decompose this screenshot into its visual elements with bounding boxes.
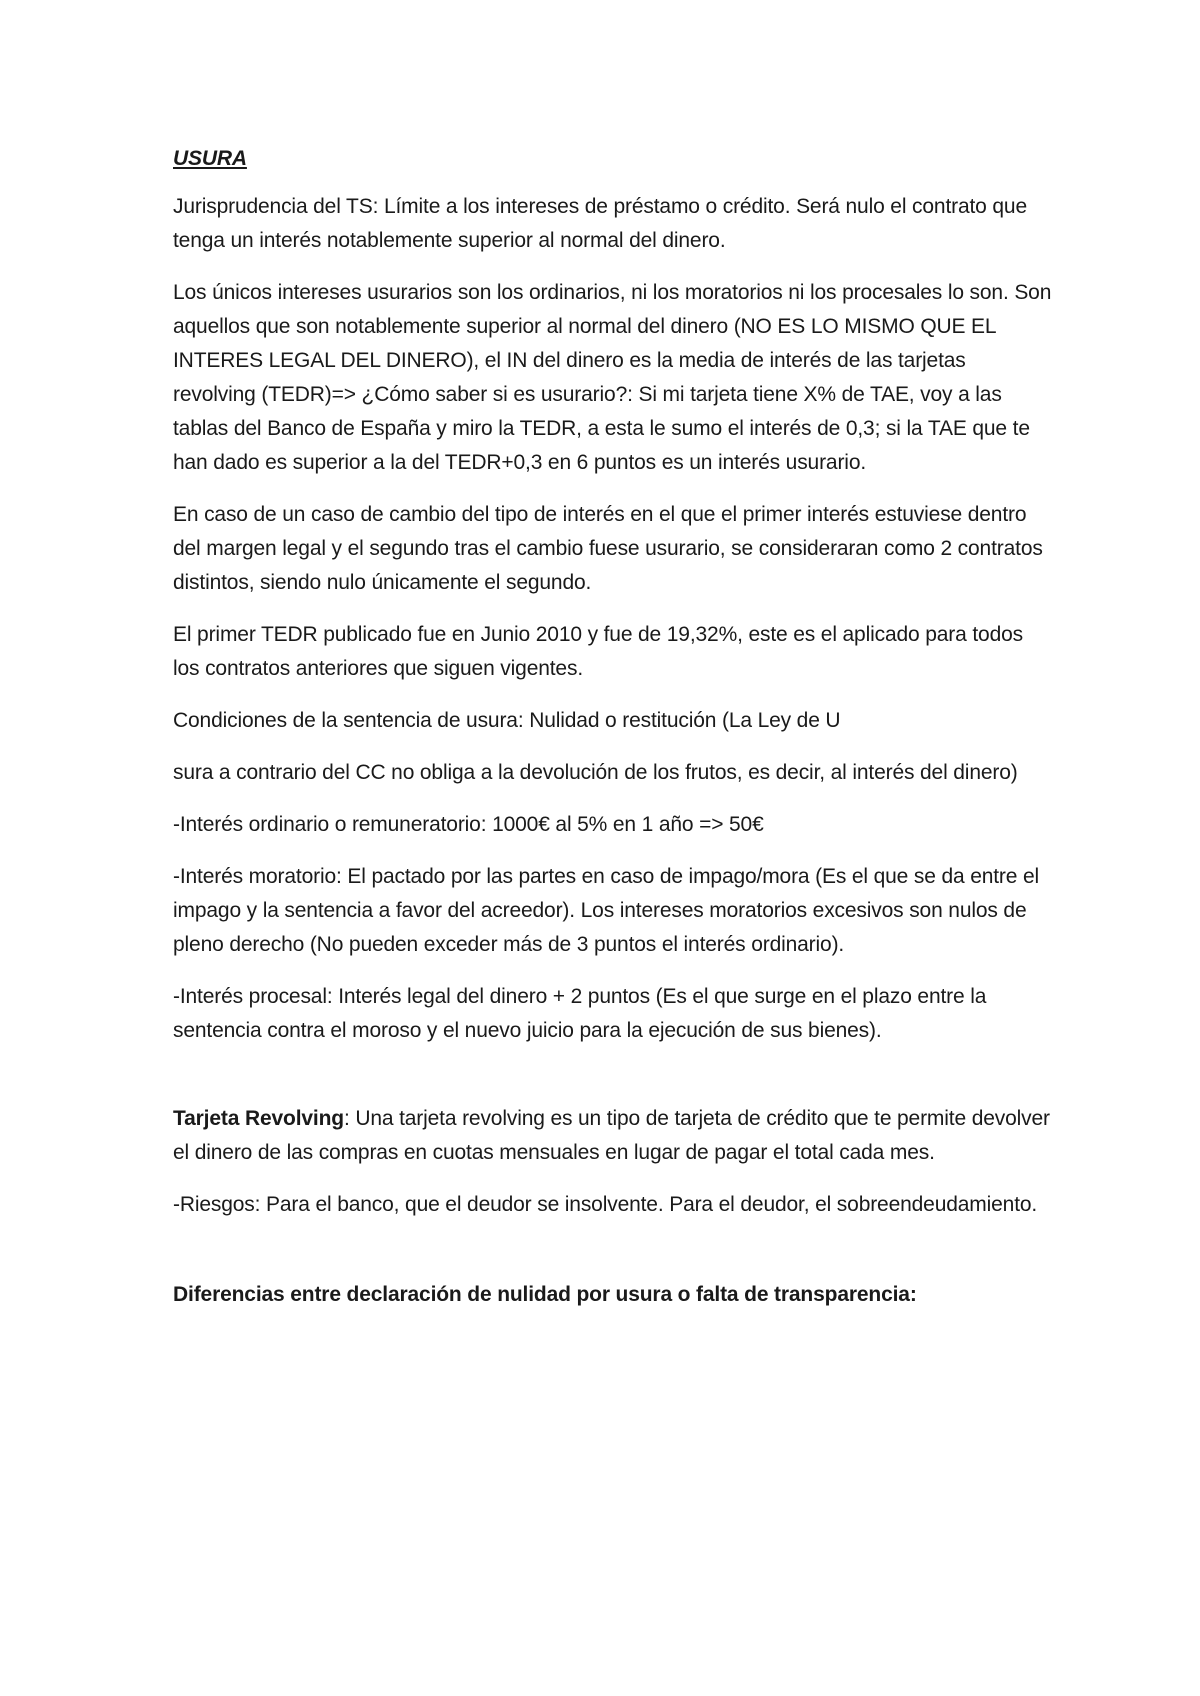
revolving-term: Tarjeta Revolving	[173, 1107, 344, 1130]
revolving-separator: :	[343, 1107, 350, 1130]
paragraph-primer-tedr: El primer TEDR publicado fue en Junio 2010 y fue de 19,32%, este es el aplicado para todos los contratos anteriores que siguen vigentes.	[173, 623, 1023, 680]
paragraph-interes-ordinario: -Interés ordinario o remuneratorio: 1000€ al 5% en 1 año => 50€	[173, 813, 764, 836]
document-body	[173, 142, 1053, 1330]
paragraph-condiciones-sentencia: Condiciones de la sentencia de usura: Nulidad o restitución (La Ley de U	[173, 709, 841, 732]
paragraph-ley-usura: sura a contrario del CC no obliga a la devolución de los frutos, es decir, al interés del dinero)	[173, 761, 1018, 784]
paragraph-interes-moratorio: -Interés moratorio: El pactado por las partes en caso de impago/mora (Es el que se da entre el impago y la sentencia a favor del acreedor). Los intereses moratorios excesivos son nulos de pleno derecho (No pueden exceder más de 3 puntos el interés ordinario).	[173, 865, 1040, 956]
paragraph-riesgos: -Riesgos: Para el banco, que el deudor se insolvente. Para el deudor, el sobreendeudamiento.	[173, 1193, 1038, 1216]
paragraph-jurisprudencia: Jurisprudencia del TS: Límite a los intereses de préstamo o crédito. Será nulo el contrato que tenga un interés notablemente superior al normal del dinero.	[173, 195, 1027, 252]
paragraph-interes-procesal: -Interés procesal: Interés legal del dinero + 2 puntos (Es el que surge en el plazo entre la sentencia contra el moroso y el nuevo juicio para la ejecución de sus bienes).	[173, 985, 987, 1042]
paragraph-cambio-tipo-interes: En caso de un caso de cambio del tipo de interés en el que el primer interés estuviese dentro del margen legal y el segundo tras el cambio fuese usurario, se consideraran como 2 contratos distintos, siendo nulo únicamente el segundo.	[173, 503, 1043, 594]
paragraph-tarjeta-revolving	[173, 1102, 1053, 1170]
paragraph-intereses-usurarios: Los únicos intereses usurarios son los ordinarios, ni los moratorios ni los procesales lo son. Son aquellos que son notablemente superior al normal del dinero (NO ES LO MISMO QUE EL INTERES LEGAL DEL DINERO), el IN del dinero es la media de interés de las tarjetas revolving (TEDR)=> ¿Cómo saber si es usurario?: Si mi tarjeta tiene X% de TAE, voy a las tablas del Banco de España y miro la TEDR, a esta le sumo el interés de 0,3; si la TAE que te han dado es superior a la del TEDR+0,3 en 6 puntos es un interés usurario.	[173, 281, 1052, 474]
differences-heading: Diferencias entre declaración de nulidad por usura o falta de transparencia:	[173, 1283, 917, 1306]
revolving-definition: Una tarjeta revolving es un tipo de tarjeta de crédito que te permite devolver el dinero de las compras en cuotas mensuales en lugar de pagar el total cada mes.	[173, 1107, 1050, 1164]
document-title: USURA	[173, 147, 247, 170]
